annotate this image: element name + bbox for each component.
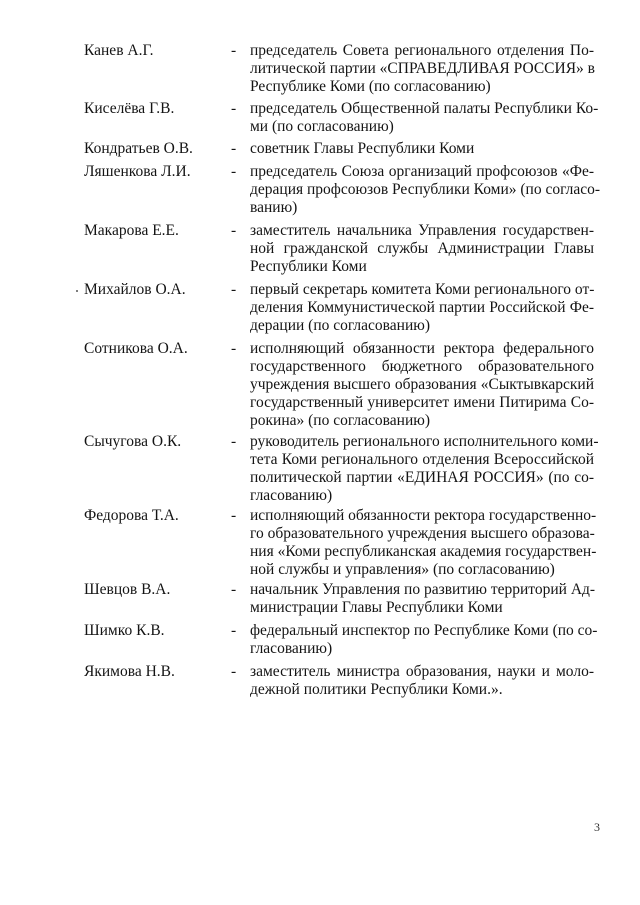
- position-line: ной гражданской службы Администрации Главы: [250, 240, 594, 257]
- position-line: гласованию): [250, 487, 333, 504]
- member-name: Якимова Н.В.: [84, 663, 175, 680]
- member-name: Сычугова О.К.: [84, 433, 182, 450]
- position-line: заместитель начальника Управления государствен-: [250, 222, 594, 239]
- member-position: [250, 622, 598, 658]
- position-line: деления Коммунистической партии Российской Фе-: [250, 299, 594, 316]
- stray-mark: [76, 290, 78, 292]
- position-line: председатель Совета регионального отделения По-: [250, 42, 594, 59]
- separator-dash: -: [231, 222, 237, 239]
- member-position: [250, 163, 601, 217]
- position-line: федеральный инспектор по Республике Коми (по со-: [250, 622, 598, 639]
- position-line: учреждения высшего образования «Сыктывкарский: [250, 376, 594, 393]
- position-line: гласованию): [250, 640, 333, 657]
- separator-dash: -: [231, 663, 237, 680]
- position-line: исполняющий обязанности ректора федерального: [250, 340, 594, 357]
- position-line: руководитель регионального исполнительного коми-: [250, 433, 599, 450]
- member-name: Кондратьев О.В.: [84, 140, 193, 157]
- member-position: [250, 281, 594, 335]
- member-position: [250, 222, 594, 276]
- page-number: 3: [594, 820, 600, 834]
- position-line: начальник Управления по развитию территорий Ад-: [250, 581, 596, 598]
- position-line: ной службы и управления» (по согласованию): [250, 561, 555, 578]
- member-position: [250, 433, 599, 505]
- position-line: тета Коми регионального отделения Всероссийской: [250, 451, 594, 468]
- position-line: рокина» (по согласованию): [250, 412, 430, 429]
- separator-dash: -: [231, 163, 237, 180]
- separator-dash: -: [231, 622, 237, 639]
- member-position: [250, 42, 594, 96]
- member-name: Михайлов О.А.: [84, 281, 186, 298]
- member-name: Сотникова О.А.: [84, 340, 188, 357]
- position-line: министрации Главы Республики Коми: [250, 599, 503, 616]
- position-line: политической партии «ЕДИНАЯ РОССИЯ» (по со-: [250, 469, 594, 486]
- member-name: Канев А.Г.: [84, 42, 154, 59]
- member-name: Ляшенкова Л.И.: [84, 163, 191, 180]
- separator-dash: -: [231, 507, 237, 524]
- member-position: [250, 340, 594, 430]
- member-position: [250, 663, 594, 699]
- member-position: [250, 507, 597, 579]
- position-line: государственный университет имени Питирима Со-: [250, 394, 594, 411]
- member-name: Шевцов В.А.: [84, 581, 171, 598]
- position-line: ванию): [250, 199, 298, 216]
- position-line: заместитель министра образования, науки и моло-: [250, 663, 594, 680]
- position-line: литической партии «СПРАВЕДЛИВАЯ РОССИЯ» в: [250, 60, 595, 77]
- member-name: Федорова Т.А.: [84, 507, 179, 524]
- position-line: ми (по согласованию): [250, 118, 394, 135]
- separator-dash: -: [231, 581, 237, 598]
- position-line: председатель Общественной палаты Республики Ко-: [250, 100, 599, 117]
- member-name: Макарова Е.Е.: [84, 222, 179, 239]
- position-line: государственного бюджетного образовательного: [250, 358, 594, 375]
- position-line: Республики Коми: [250, 258, 367, 275]
- position-line: го образовательного учреждения высшего образова-: [250, 525, 595, 542]
- position-line: ния «Коми республиканская академия государствен-: [250, 543, 597, 560]
- separator-dash: -: [231, 42, 237, 59]
- position-line: первый секретарь комитета Коми регионального от-: [250, 281, 595, 298]
- member-position: [250, 581, 594, 617]
- member-position: [250, 140, 594, 158]
- member-name: Киселёва Г.В.: [84, 100, 175, 117]
- member-position: [250, 100, 599, 136]
- position-line: советник Главы Республики Коми: [250, 140, 475, 157]
- separator-dash: -: [231, 281, 237, 298]
- separator-dash: -: [231, 433, 237, 450]
- position-line: Республике Коми (по согласованию): [250, 78, 491, 95]
- position-line: исполняющий обязанности ректора государственно-: [250, 507, 597, 524]
- member-name: Шимко К.В.: [84, 622, 165, 639]
- position-line: дерации (по согласованию): [250, 317, 431, 334]
- position-line: дерация профсоюзов Республики Коми» (по согласо-: [250, 181, 601, 198]
- separator-dash: -: [231, 140, 237, 157]
- position-line: дежной политики Республики Коми.».: [250, 681, 503, 698]
- separator-dash: -: [231, 340, 237, 357]
- position-line: председатель Союза организаций профсоюзов «Фе-: [250, 163, 594, 180]
- separator-dash: -: [231, 100, 237, 117]
